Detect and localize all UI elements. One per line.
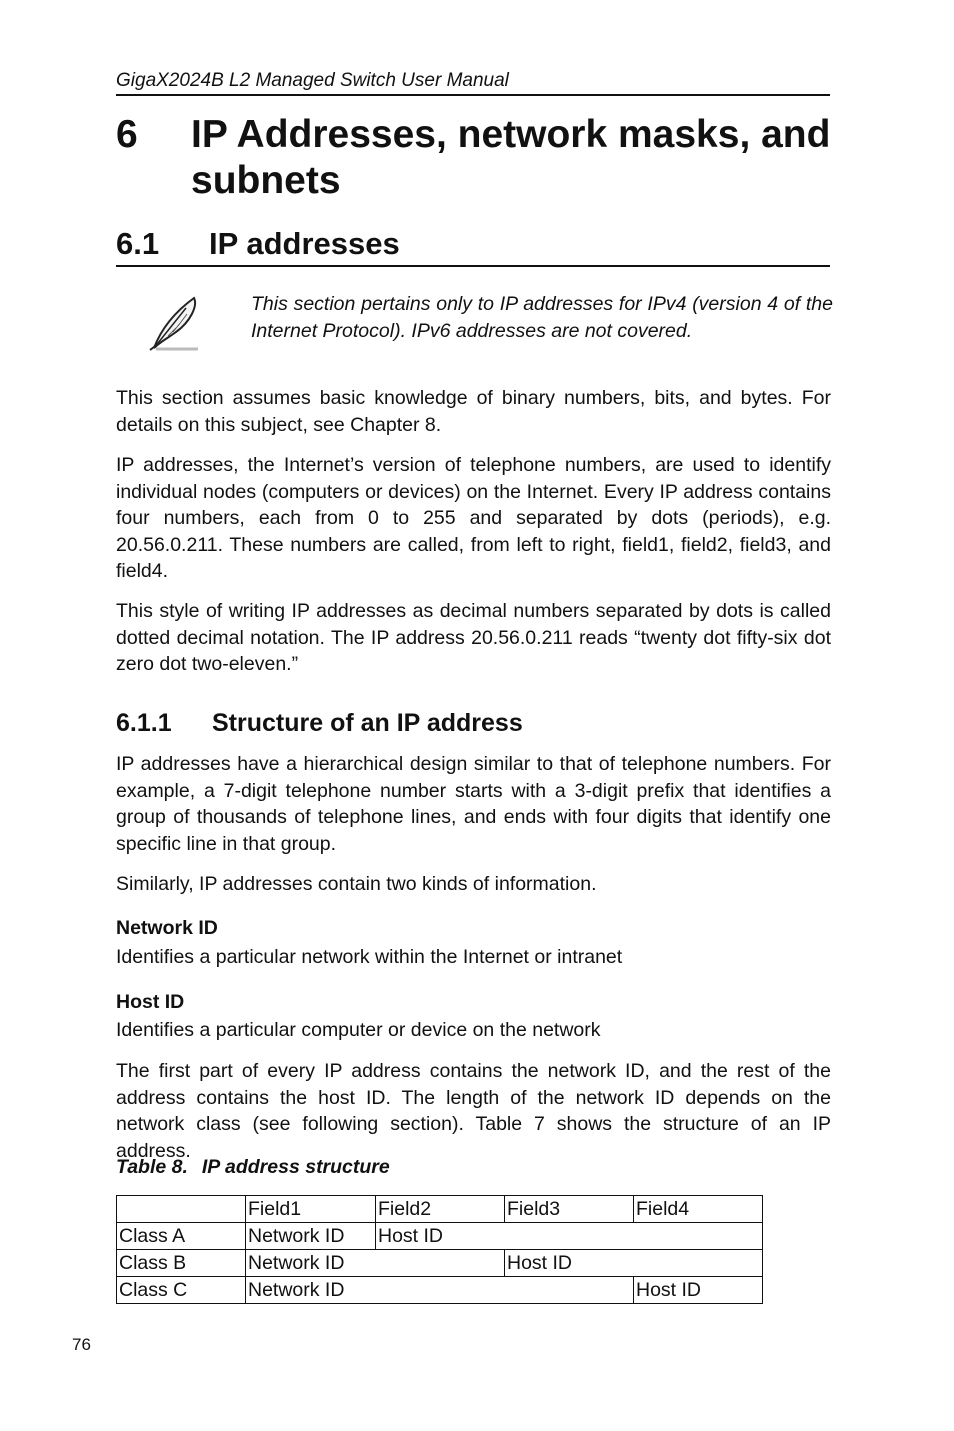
ip-structure-table — [116, 1195, 763, 1304]
table-caption-label: Table 8. — [116, 1156, 188, 1178]
table-row — [117, 1223, 763, 1250]
paragraph-hierarchy: IP addresses have a hierarchical design similar to that of telephone numbers. For example, a 7-digit telephone number starts with a 3-digit prefix that identifies a group of thousands of telephone lines, and ends with four digits that identify one specific line in that group. — [116, 753, 831, 855]
table-caption — [116, 1156, 404, 1179]
table-header-cell: Field2 — [376, 1196, 505, 1223]
paragraph-two-kinds: Similarly, IP addresses contain two kinds of information. — [116, 873, 597, 895]
table-cell-host-id: Host ID — [634, 1277, 763, 1304]
table-cell-class: Class B — [117, 1250, 246, 1277]
table-cell-class: Class A — [117, 1223, 246, 1250]
term-network-id: Network ID — [116, 917, 218, 939]
subsection-number: 6.1.1 — [116, 709, 172, 737]
note-text: This section pertains only to IP addresses for IPv4 (version 4 of the Internet Protocol). IPv6 addresses are not covered. — [251, 293, 833, 342]
table-cell-host-id: Host ID — [376, 1223, 763, 1250]
term-host-id: Host ID — [116, 991, 185, 1013]
paragraph-ip-definition: IP addresses, the Internet’s version of telephone numbers, are used to identify individual nodes (computers or devices) on the Internet. Every IP address contains four numbers, each from 0 to 255 and separated by dots (periods), e.g. 20.56.0.211. These numbers are called, from left to right, field1, field2, field3, and field4. — [116, 454, 831, 582]
table-caption-title: IP address structure — [201, 1156, 390, 1178]
table-cell-host-id: Host ID — [505, 1250, 763, 1277]
table-cell-network-id: Network ID — [246, 1277, 634, 1304]
running-header: GigaX2024B L2 Managed Switch User Manual — [116, 70, 830, 96]
definition-network-id: Identifies a particular network within the Internet or intranet — [116, 946, 623, 968]
paragraph-closing: The first part of every IP address contains the network ID, and the rest of the address contains the host ID. The length of the network ID depends on the network class (see following section). Table 7 shows the structure of an IP address. — [116, 1060, 831, 1162]
section-title: IP addresses — [209, 226, 400, 261]
section-heading — [116, 226, 830, 267]
chapter-number: 6 — [116, 113, 138, 156]
table-cell-network-id: Network ID — [246, 1250, 505, 1277]
table-header-cell: Field3 — [505, 1196, 634, 1223]
definition-host-id: Identifies a particular computer or device on the network — [116, 1019, 601, 1041]
paragraph-prerequisites: This section assumes basic knowledge of binary numbers, bits, and bytes. For details on this subject, see Chapter 8. — [116, 387, 831, 436]
table-header-cell: Field4 — [634, 1196, 763, 1223]
table-header-cell: Field1 — [246, 1196, 376, 1223]
chapter-title: IP Addresses, network masks, and subnets — [191, 113, 831, 202]
table-header-cell — [117, 1196, 246, 1223]
table-cell-network-id: Network ID — [246, 1223, 376, 1250]
table-cell-class: Class C — [117, 1277, 246, 1304]
paragraph-dotted-notation: This style of writing IP addresses as decimal numbers separated by dots is called dotted decimal notation. The IP address 20.56.0.211 reads “twenty dot fifty-six dot zero dot two-eleven.” — [116, 600, 831, 675]
subsection-title: Structure of an IP address — [212, 709, 523, 737]
table-row — [117, 1250, 763, 1277]
section-number: 6.1 — [116, 226, 160, 261]
page-number: 76 — [72, 1335, 91, 1354]
table-header-row — [117, 1196, 763, 1223]
table-row — [117, 1277, 763, 1304]
pencil-quill-icon — [146, 292, 204, 352]
